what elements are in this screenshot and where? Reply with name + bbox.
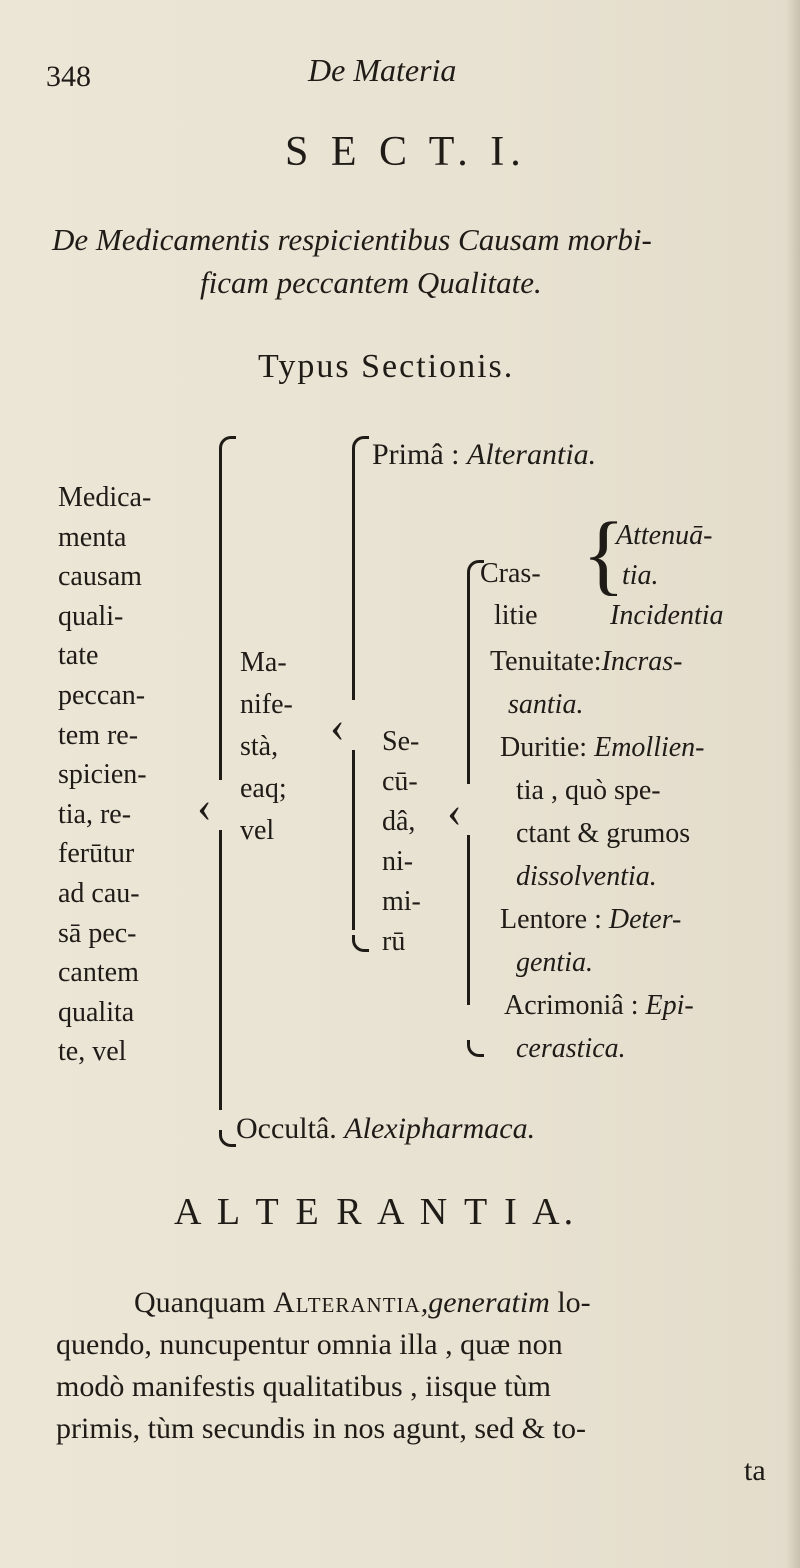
- manifesta-line: eaq;: [240, 773, 287, 804]
- secunda-line: cū-: [382, 766, 418, 797]
- manifesta-line: stà,: [240, 731, 279, 762]
- prima-label: Primâ :: [372, 438, 460, 471]
- left-line: qualita: [58, 996, 135, 1028]
- left-line: spicien-: [58, 759, 147, 791]
- manifesta-column: [240, 642, 293, 852]
- quality-row: [490, 898, 705, 941]
- left-line: tem re-: [58, 719, 139, 751]
- subheading: A L T E R A N T I A.: [174, 1191, 578, 1233]
- left-line: tate: [58, 640, 99, 672]
- quality-value: gentia.: [516, 947, 593, 978]
- crasitie-brace: {: [582, 505, 626, 604]
- quality-row: [490, 984, 705, 1027]
- quality-value: Epi-: [645, 990, 694, 1021]
- catchword: ta: [744, 1454, 766, 1487]
- occulta-value: Alexipharmaca.: [344, 1112, 536, 1145]
- book-page: 348 De Materia S E C T. I. De Medicamentis respicientibus Causam morbi- ficam peccantem Qualitate. Typus Sectionis. Medica- menta causam quali- tate peccan- tem re- spicien- tia, re- ferūtur ad cau- sā pec- cantem qualita te, vel ‹ Ma- nife- stà, eaq; vel ‹ Se- cū- dâ, ni- mi- rū Primâ : Alterantia. ‹ Cras- litie { Attenuā- tia. Incidentia Tenuitate:Incras- santia. Duritie: Emollien- tia , quò spe- ctant & grumos dissolventia. Lentore : Deter- gentia. Acrimoniâ : Epi- cerastica. Occultâ. Alexipharmaca. A L T E R A N T I A. Quanquam Alterantia,generatim lo- quendo, nuncupentur omnia illa , quæ non modò manifestis qualitatibus , iisque tùm primis, tùm secundis in nos agunt, sed & to- ta: [0, 0, 800, 1568]
- body-line: [56, 1282, 766, 1324]
- body-segment: Alterantia: [273, 1286, 421, 1319]
- quality-row: [490, 812, 705, 855]
- quality-value: Incras-: [601, 646, 683, 677]
- quality-value: cerastica.: [516, 1033, 626, 1064]
- section-heading: S E C T. I.: [285, 129, 527, 175]
- page-number: 348: [46, 60, 91, 93]
- quality-row: [490, 1027, 705, 1070]
- left-line: tia, re-: [58, 798, 132, 830]
- body-segment: lo-: [549, 1286, 591, 1319]
- crasitie-item: Incidentia: [610, 600, 724, 631]
- manifesta-line: Ma-: [240, 647, 287, 678]
- secunda-line: ni-: [382, 846, 414, 877]
- quality-label: Lentore :: [500, 904, 602, 935]
- quality-value: ctant & grumos: [516, 818, 691, 849]
- quality-value: Deter-: [608, 904, 682, 935]
- left-line: cantem: [58, 957, 139, 989]
- occulta-entry: [236, 1112, 535, 1146]
- quality-label: Tenuitate:: [490, 646, 602, 677]
- qualities-list: [490, 640, 705, 1070]
- left-line: ad cau-: [58, 877, 140, 909]
- typus-heading: Typus Sectionis.: [258, 348, 515, 385]
- manifesta-line: nife-: [240, 689, 293, 720]
- section-title-line2: ficam peccantem Qualitate.: [200, 265, 542, 300]
- secunda-column: [382, 722, 421, 962]
- body-line: quendo, nuncupentur omnia illa , quæ non: [56, 1328, 563, 1361]
- crasitie-label1: Cras-: [480, 558, 541, 589]
- occulta-label: Occultâ.: [236, 1112, 337, 1145]
- crasitie-label2: litie: [494, 600, 538, 631]
- secunda-line: rū: [382, 926, 406, 957]
- left-line: menta: [58, 521, 127, 553]
- quality-value: tia , quò spe-: [516, 775, 661, 806]
- left-line: peccan-: [58, 679, 146, 711]
- body-line: modò manifestis qualitatibus , iisque tùm: [56, 1370, 551, 1403]
- quality-row: [490, 769, 705, 812]
- quality-row: [490, 726, 705, 769]
- left-line: te, vel: [58, 1036, 127, 1068]
- section-title-line1: De Medicamentis respicientibus Causam morbi-: [52, 222, 652, 257]
- quality-label: Acrimoniâ :: [504, 990, 639, 1021]
- prima-value: Alterantia.: [467, 438, 597, 471]
- prima-entry: [372, 438, 596, 472]
- crasitie-item: Attenuā-: [616, 520, 713, 551]
- quality-value: Emollien-: [594, 732, 705, 763]
- quality-value: dissolventia.: [516, 861, 657, 892]
- quality-row: [490, 640, 705, 683]
- quality-row: [490, 855, 705, 898]
- page-edge-shadow: [786, 0, 800, 1568]
- body-segment: Quanquam: [134, 1286, 274, 1319]
- secunda-line: mi-: [382, 886, 421, 917]
- quality-row: [490, 941, 705, 984]
- body-text: [56, 1282, 766, 1492]
- quality-value: santia.: [508, 689, 584, 720]
- left-line: causam: [58, 561, 142, 593]
- running-title: De Materia: [308, 52, 457, 88]
- quality-label: Duritie:: [500, 732, 588, 763]
- quality-row: [490, 683, 705, 726]
- manifesta-line: vel: [240, 815, 275, 846]
- left-line: ferūtur: [58, 838, 135, 870]
- left-line: Medica-: [58, 482, 152, 513]
- body-line: primis, tùm secundis in nos agunt, sed & to-: [56, 1412, 586, 1445]
- left-line: quali-: [58, 600, 124, 632]
- secunda-line: Se-: [382, 726, 420, 757]
- left-column: [58, 478, 151, 1072]
- secunda-line: dâ,: [382, 806, 416, 837]
- left-line: sā pec-: [58, 917, 137, 949]
- body-segment: ,generatim: [420, 1286, 550, 1319]
- crasitie-item: tia.: [622, 560, 659, 591]
